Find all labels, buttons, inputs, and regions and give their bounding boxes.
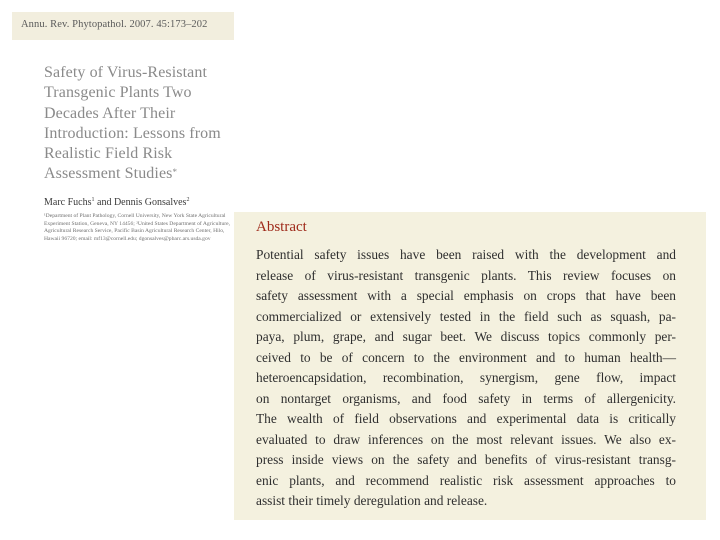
abstract-line-last: assist their timely deregulation and release. [256,493,488,508]
title-line: Safety of Virus-Resistant [44,64,207,81]
journal-citation: Annu. Rev. Phytopathol. 2007. 45:173–202 [21,19,208,30]
affiliation-line: Agricultural Research Service, Pacific Basin Agricultural Research Center, Hilo, [44,228,225,235]
abstract-heading: Abstract [256,219,307,235]
affiliation-line: Hawaii 96720; email: mf13@cornell.edu; dgonsalves@pbarc.ars.usda.gov [44,235,211,242]
affiliation-line: Experiment Station, Geneva, NY 14456; ²United States Department of Agriculture, [44,220,231,227]
title-line-text: Assessment Studies [44,165,173,183]
abstract-line: press inside views on the safety and benefits of virus-resistant transg- [256,452,676,467]
title-footnote-mark: * [172,167,178,178]
abstract-line: evaluated to draw inferences on the most relevant issues. We also ex- [256,431,676,447]
abstract-line: heteroencapsidation, recombination, synergism, gene flow, impact [256,370,676,385]
title-line: Decades After Their [44,104,176,122]
abstract-line: commercialized or extensively tested in the field such as squash, pa- [256,308,676,324]
abstract-line: The wealth of field observations and experimental data is critically [256,411,676,426]
author-affiliations [44,213,234,243]
abstract-line: safety assessment with a special emphasis on crops that have been [256,288,676,303]
abstract-line: enic plants, and recommend realistic risk assessment approaches to [256,472,676,488]
affiliation-line: ¹Department of Plant Pathology, Cornell University, New York State Agricultural [44,213,226,219]
author-connector: and [97,197,112,208]
abstract-line: ceived to be of concern to the environment and to human health— [256,349,676,365]
abstract-box [234,212,706,520]
author-affiliation-mark: 1 [91,197,95,203]
abstract-line: paya, plum, grape, and sugar beet. We discuss topics commonly per- [256,329,676,344]
abstract-line: Potential safety issues have been raised with the development and [256,247,676,262]
abstract-line: on nontarget organisms, and food safety in terms of allergenicity. [256,390,676,406]
author-name: Dennis Gonsalves [113,197,187,208]
author-name: Marc Fuchs [44,197,92,208]
title-line: Realistic Field Risk [44,145,173,163]
author-affiliation-mark: 2 [186,197,190,203]
abstract-body [256,245,676,512]
author-list [44,197,189,208]
title-line: Transgenic Plants Two [44,84,192,102]
title-line: Introduction: Lessons from [44,124,221,142]
title-line-last [44,164,244,184]
article-title [44,63,244,185]
abstract-line: release of virus-resistant transgenic plants. This review focuses on [256,267,676,283]
journal-citation-box [12,12,234,40]
